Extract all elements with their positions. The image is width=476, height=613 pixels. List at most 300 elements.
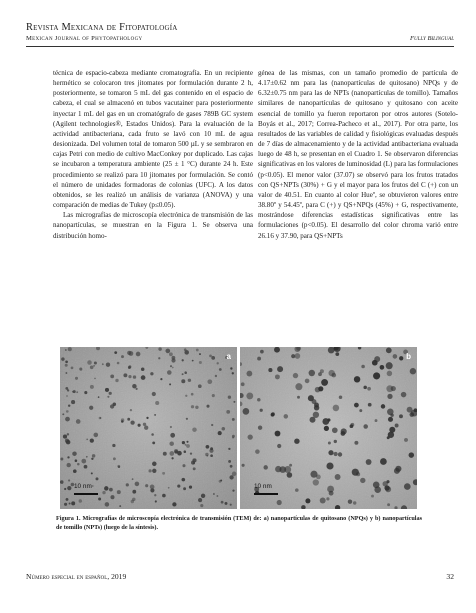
nanoparticle xyxy=(163,452,167,456)
nanoparticle xyxy=(326,497,329,500)
nanoparticle xyxy=(93,433,98,438)
nanoparticle xyxy=(388,432,394,438)
nanoparticle xyxy=(132,384,136,388)
nanoparticle xyxy=(243,408,250,415)
nanoparticle xyxy=(228,448,230,450)
nanoparticle xyxy=(295,488,299,492)
right-column xyxy=(258,68,458,241)
nanoparticle xyxy=(215,375,217,377)
nanoparticle xyxy=(63,435,67,439)
nanoparticle xyxy=(65,417,70,422)
nanoparticle xyxy=(60,458,63,461)
nanoparticle xyxy=(193,467,196,470)
nanoparticle xyxy=(183,487,186,490)
nanoparticle xyxy=(380,365,385,370)
nanoparticle xyxy=(109,392,112,395)
nanoparticle xyxy=(387,371,393,377)
nanoparticle xyxy=(225,502,228,505)
nanoparticle xyxy=(127,418,130,421)
nanoparticle xyxy=(363,424,368,429)
nanoparticle xyxy=(68,404,70,406)
nanoparticle xyxy=(293,373,298,378)
nanoparticle xyxy=(152,462,157,467)
nanoparticle xyxy=(145,484,148,487)
nanoparticle xyxy=(191,405,194,408)
nanoparticle xyxy=(394,468,400,474)
nanoparticle xyxy=(169,451,174,456)
nanoparticle xyxy=(339,396,343,400)
nanoparticle xyxy=(67,389,69,391)
nanoparticle xyxy=(184,371,187,374)
nanoparticle xyxy=(210,454,213,457)
nanoparticle xyxy=(233,401,235,403)
nanoparticle xyxy=(165,349,170,354)
nanoparticle xyxy=(170,433,175,438)
nanoparticle xyxy=(274,347,280,353)
figure-caption: Figura 1. Micrografías de microscopía electrónica de transmisión (TEM) de: a) nanopartículas de quitosano (NPQs) y b) nanopartículas de tomillo (NPTs) (luego de la síntesis). xyxy=(56,515,422,531)
nanoparticle xyxy=(198,384,202,388)
nanoparticle xyxy=(393,354,398,359)
nanoparticle xyxy=(354,376,360,382)
nanoparticle xyxy=(321,379,328,386)
nanoparticle xyxy=(75,459,78,462)
nanoparticle xyxy=(128,366,131,369)
nanoparticle xyxy=(184,450,187,453)
nanoparticle xyxy=(386,385,393,392)
nanoparticle xyxy=(104,486,108,490)
nanoparticle xyxy=(275,374,280,379)
nanoparticle xyxy=(71,501,75,505)
nanoparticle xyxy=(84,465,88,469)
nanoparticle xyxy=(316,475,321,480)
micrograph-a xyxy=(60,347,237,509)
panel-a-label: a xyxy=(226,352,231,361)
nanoparticle xyxy=(206,445,210,449)
nanoparticle xyxy=(195,406,198,409)
nanoparticle xyxy=(192,360,194,362)
nanoparticle xyxy=(200,504,203,507)
nanoparticle xyxy=(75,377,78,380)
nanoparticle xyxy=(67,433,69,435)
nanoparticle xyxy=(257,398,261,402)
nanoparticle xyxy=(168,487,170,489)
nanoparticle xyxy=(73,469,77,473)
nanoparticle xyxy=(221,501,224,504)
nanoparticle xyxy=(246,392,253,399)
nanoparticle xyxy=(98,498,101,501)
nanoparticle xyxy=(199,353,201,355)
nanoparticle xyxy=(182,373,184,375)
nanoparticle xyxy=(368,403,372,407)
nanoparticle xyxy=(255,449,260,454)
nanoparticle xyxy=(66,410,69,413)
bilingual-tag: Fully Bilingual xyxy=(409,35,454,42)
nanoparticle xyxy=(158,357,160,359)
nanoparticle xyxy=(407,407,413,413)
nanoparticle xyxy=(105,502,110,507)
nanoparticle xyxy=(354,441,358,445)
nanoparticle xyxy=(387,503,390,506)
nanoparticle xyxy=(73,390,76,393)
nanoparticle xyxy=(305,379,310,384)
nanoparticle xyxy=(361,365,365,369)
nanoparticle xyxy=(119,505,121,507)
nanoparticle xyxy=(318,372,322,376)
nanoparticle xyxy=(322,418,329,425)
nanoparticle xyxy=(150,372,153,375)
nanoparticle xyxy=(167,370,172,375)
nanoparticle xyxy=(84,391,87,394)
nanoparticle xyxy=(209,449,213,453)
nanoparticle xyxy=(309,370,315,376)
nanoparticle xyxy=(188,379,191,382)
header-rule xyxy=(26,46,454,47)
nanoparticle xyxy=(257,357,261,361)
nanoparticle xyxy=(232,437,234,439)
nanoparticle xyxy=(246,371,252,377)
nanoparticle xyxy=(232,472,237,477)
nanoparticle xyxy=(356,472,360,476)
nanoparticle xyxy=(68,479,70,481)
nanoparticle xyxy=(67,463,71,467)
nanoparticle xyxy=(109,488,113,492)
nanoparticle xyxy=(409,452,415,458)
nanoparticle xyxy=(154,494,156,496)
nanoparticle xyxy=(93,365,95,367)
nanoparticle xyxy=(313,412,319,418)
scale-bar-b-label: 10 nm xyxy=(254,483,272,490)
nanoparticle xyxy=(184,350,189,355)
running-header xyxy=(26,22,454,43)
nanoparticle xyxy=(132,478,134,480)
nanoparticle xyxy=(90,438,94,442)
nanoparticle xyxy=(375,419,378,422)
nanoparticle xyxy=(404,438,408,442)
nanoparticle xyxy=(69,503,71,505)
nanoparticle xyxy=(79,368,82,371)
nanoparticle xyxy=(271,413,275,417)
nanoparticle xyxy=(117,465,120,468)
nanoparticle xyxy=(146,417,148,419)
nanoparticle xyxy=(308,395,314,401)
nanoparticle xyxy=(279,466,286,473)
nanoparticle xyxy=(366,459,372,465)
nanoparticle xyxy=(218,431,222,435)
nanoparticle xyxy=(128,375,131,378)
nanoparticle xyxy=(130,420,134,424)
nanoparticle xyxy=(335,474,341,480)
nanoparticle xyxy=(328,450,333,455)
nanoparticle xyxy=(230,367,232,369)
nanoparticle xyxy=(169,383,171,385)
nanoparticle xyxy=(86,438,88,440)
nanoparticle xyxy=(62,413,64,415)
nanoparticle xyxy=(305,498,310,503)
nanoparticle xyxy=(182,359,184,361)
nanoparticle xyxy=(205,453,208,456)
nanoparticle xyxy=(287,472,293,478)
nanoparticle xyxy=(380,458,387,465)
right-paragraph-1: génea de las mismas, con un tamaño promedio de partícula de 4.17±0.62 nm para las (nanopartículas de quitosano) NPQs y de 6.32±0.75 nm para las de NPTs (nanopartículas de tomillo). Tamaños similares de nanopartículas de quitosano y quitosano con aceite esencial de tomillo ya fueron reportaron por otros autores (Sotelo-Boyás et al., 2017; Correa-Pacheco et al., 2017). Por otra parte, los resultados de las variables de calidad y fisiológicas evaluadas después de 7 días de almacenamiento y de la actividad antibacteriana evaluada luego de 48 h, se presentan en el Cuadro 1. Se observaron diferencias significativas en los valores de luminosidad (L) para las formulaciones (p<0.05). El menor valor (37.07) se observó para los frutos tratados con QS+NPTs (30%) + G y el mayor para los frutos del C (+) con un valor de 40.51. En cuanto al color Hueº, se obtuvieron valores entre 38.80º y 54.45º, para C (+) y QS+NPQs (45%) + G, respectivamente, mostrándose diferencias estadísticas significativas entre las formulaciones (p<0.05). El desarrollo del color chroma varió entre 26.16 y 37.90, para QS+NPTs xyxy=(258,69,458,240)
nanoparticle xyxy=(333,405,340,412)
nanoparticle xyxy=(113,457,116,460)
nanoparticle xyxy=(335,352,339,356)
nanoparticle xyxy=(295,383,302,390)
nanoparticle xyxy=(410,368,416,374)
nanoparticle xyxy=(248,434,253,439)
nanoparticle xyxy=(90,366,94,370)
nanoparticle xyxy=(110,495,114,499)
nanoparticle xyxy=(230,465,233,468)
nanoparticle xyxy=(371,495,374,498)
nanoparticle xyxy=(71,400,75,404)
nanoparticle xyxy=(295,353,301,359)
nanoparticle xyxy=(91,458,93,460)
page-number: 32 xyxy=(446,572,454,581)
nanoparticle xyxy=(89,406,93,410)
nanoparticle xyxy=(152,392,156,396)
nanoparticle xyxy=(228,460,231,463)
nanoparticle xyxy=(182,441,185,444)
scale-bar-a-label: 10 nm xyxy=(74,483,92,490)
nanoparticle xyxy=(334,440,337,443)
nanoparticle xyxy=(172,502,176,506)
nanoparticle xyxy=(388,417,393,422)
nanoparticle xyxy=(338,452,342,456)
nanoparticle xyxy=(229,475,233,479)
nanoparticle xyxy=(217,362,219,364)
nanoparticle xyxy=(67,486,71,490)
nanoparticle xyxy=(110,375,114,379)
nanoparticle xyxy=(260,350,264,354)
nanoparticle xyxy=(65,364,68,367)
nanoparticle xyxy=(130,409,132,411)
nanoparticle xyxy=(133,375,136,378)
nanoparticle xyxy=(66,498,69,501)
nanoparticle xyxy=(326,462,333,469)
nanoparticle xyxy=(329,491,334,496)
journal-subtitle: Mexican Journal of Phytopathology xyxy=(26,35,143,42)
nanoparticle xyxy=(76,391,78,393)
nanoparticle xyxy=(387,409,394,416)
nanoparticle xyxy=(155,500,157,502)
nanoparticle xyxy=(350,424,354,428)
nanoparticle xyxy=(185,444,187,446)
nanoparticle xyxy=(242,464,245,467)
nanoparticle xyxy=(373,372,380,379)
nanoparticle xyxy=(386,348,392,354)
nanoparticle xyxy=(192,427,197,432)
nanoparticle xyxy=(399,414,403,418)
nanoparticle xyxy=(181,379,185,383)
left-paragraph-2: Las micrografías de microscopía electrónica de transmisión de las nanopartículas, se muestran en la Figura 1. Se observa una distribución homo- xyxy=(53,211,253,240)
nanoparticle xyxy=(152,441,155,444)
nanoparticle xyxy=(61,357,64,360)
nanoparticle xyxy=(191,393,194,396)
nanoparticle xyxy=(328,442,331,445)
nanoparticle xyxy=(170,365,172,367)
nanoparticle xyxy=(71,367,74,370)
nanoparticle xyxy=(105,388,109,392)
nanoparticle xyxy=(348,499,352,503)
nanoparticle xyxy=(359,409,362,412)
nanoparticle xyxy=(186,441,188,443)
nanoparticle xyxy=(360,478,365,483)
nanoparticle xyxy=(207,379,212,384)
nanoparticle xyxy=(123,373,127,377)
nanoparticle xyxy=(64,503,67,506)
nanoparticle xyxy=(328,347,335,353)
nanoparticle xyxy=(177,485,180,488)
nanoparticle xyxy=(106,363,110,367)
nanoparticle xyxy=(169,441,174,446)
nanoparticle xyxy=(152,469,156,473)
nanoparticle xyxy=(162,472,165,475)
nanoparticle xyxy=(160,378,162,380)
nanoparticle xyxy=(260,409,263,412)
nanoparticle xyxy=(199,361,202,364)
nanoparticle xyxy=(275,431,281,437)
nanoparticle xyxy=(219,368,222,371)
nanoparticle xyxy=(77,463,80,466)
nanoparticle xyxy=(65,349,67,351)
nanoparticle xyxy=(241,382,245,386)
nanoparticle xyxy=(138,424,141,427)
nanoparticle xyxy=(232,372,234,374)
nanoparticle xyxy=(209,355,212,358)
panel-b-label: b xyxy=(406,352,411,361)
nanoparticle xyxy=(182,464,185,467)
nanoparticle xyxy=(94,362,97,365)
nanoparticle xyxy=(367,387,371,391)
nanoparticle xyxy=(132,490,136,494)
nanoparticle xyxy=(401,392,407,398)
nanoparticle xyxy=(182,478,186,482)
nanoparticle xyxy=(341,428,347,434)
nanoparticle xyxy=(353,501,356,504)
nanoparticle xyxy=(169,352,173,356)
nanoparticle xyxy=(310,417,316,423)
nanoparticle xyxy=(158,347,161,350)
nanoparticle xyxy=(328,370,334,376)
nanoparticle xyxy=(198,498,202,502)
nanoparticle xyxy=(90,385,94,389)
nanoparticle xyxy=(216,495,218,497)
nanoparticle xyxy=(135,388,137,390)
nanoparticle xyxy=(155,401,159,405)
nanoparticle xyxy=(172,356,176,360)
nanoparticle xyxy=(65,372,67,374)
nanoparticle xyxy=(196,349,199,352)
nanoparticle xyxy=(162,494,166,498)
nanoparticle xyxy=(115,379,118,382)
nanoparticle xyxy=(96,477,99,480)
left-column xyxy=(53,68,253,241)
nanoparticle xyxy=(314,403,319,408)
nanoparticle xyxy=(226,410,230,414)
nanoparticle xyxy=(189,486,192,489)
nanoparticle xyxy=(143,423,146,426)
nanoparticle xyxy=(318,386,323,391)
nanoparticle xyxy=(79,499,82,502)
nanoparticle xyxy=(268,368,272,372)
nanoparticle xyxy=(324,426,329,431)
nanoparticle xyxy=(102,363,104,365)
nanoparticle xyxy=(141,367,145,371)
nanoparticle xyxy=(381,404,385,408)
journal-title: Revista Mexicana de Fitopatología xyxy=(26,22,178,33)
nanoparticle xyxy=(102,491,105,494)
nanoparticle xyxy=(98,396,100,398)
nanoparticle xyxy=(121,418,124,421)
nanoparticle xyxy=(81,459,86,464)
nanoparticle xyxy=(72,451,77,456)
nanoparticle xyxy=(65,439,69,443)
nanoparticle xyxy=(387,394,392,399)
nanoparticle xyxy=(114,351,117,354)
nanoparticle xyxy=(277,366,283,372)
nanoparticle xyxy=(228,396,231,399)
nanoparticle xyxy=(363,386,367,390)
nanoparticle xyxy=(384,485,389,490)
nanoparticle xyxy=(154,414,156,416)
nanoparticle xyxy=(332,427,338,433)
nanoparticle xyxy=(94,378,96,380)
nanoparticle xyxy=(186,418,188,420)
nanoparticle xyxy=(127,351,131,355)
nanoparticle xyxy=(86,456,88,458)
nanoparticle xyxy=(206,405,209,408)
nanoparticle xyxy=(289,464,292,467)
nanoparticle xyxy=(193,462,195,464)
nanoparticle xyxy=(150,488,154,492)
nanoparticle xyxy=(135,482,140,487)
nanoparticle xyxy=(76,419,81,424)
nanoparticle xyxy=(67,456,69,458)
left-paragraph-1: técnica de espacio-cabeza mediante cromatografía. En un recipiente hermético se colocaron tres jitomates por formulación durante 2 h, posteriormente, se tomaron 5 mL del gas contenido en el espacio de cabeza, el cual se almacenó en tubos vacutainer para posteriormente inyectar 1 mL del gas en un cromatógrafo de gases 789B GC system (Agilent technologies®, Estados Unidos). Para la evaluación de la actividad antibacteriana, cada fruto se lavó con 10 mL de agua desionizada. Del volumen total de tomaron 500 µL y se sembraron en cajas Petri con medio de cultivo MacConkey por duplicado. Las cajas se incubaron a temperatura ambiente (25 ± 1 °C) durante 24 h. Este procedimiento se realizó para 10 jitomates por formulación. Se contó el número de unidades formadoras de colonias (UFC). A los datos obtenidos, se les realizó un análisis de varianza (ANOVA) y una comparación de medias de Tukey (p≤0.05). xyxy=(53,69,253,210)
nanoparticle xyxy=(212,394,215,397)
nanoparticle xyxy=(64,488,66,490)
nanoparticle xyxy=(232,418,235,421)
nanoparticle xyxy=(201,494,205,498)
nanoparticle xyxy=(170,426,172,428)
nanoparticle xyxy=(60,480,64,484)
nanoparticle xyxy=(185,395,187,397)
nanoparticle xyxy=(177,451,182,456)
nanoparticle xyxy=(222,427,226,431)
nanoparticle xyxy=(404,483,411,490)
nanoparticle xyxy=(190,452,192,454)
nanoparticle xyxy=(171,457,173,459)
nanoparticle xyxy=(186,444,190,448)
nanoparticle xyxy=(219,480,222,483)
nanoparticle xyxy=(66,395,68,397)
nanoparticle xyxy=(232,489,234,491)
nanoparticle xyxy=(136,352,141,357)
nanoparticle xyxy=(374,486,381,493)
nanoparticle xyxy=(131,500,134,503)
nanoparticle xyxy=(211,356,215,360)
nanoparticle xyxy=(141,375,146,380)
nanoparticle xyxy=(68,347,72,351)
nanoparticle xyxy=(395,424,399,428)
nanoparticle xyxy=(121,355,124,358)
nanoparticle xyxy=(91,472,93,474)
nanoparticle xyxy=(107,396,109,398)
nanoparticle xyxy=(213,493,215,495)
nanoparticle xyxy=(334,452,338,456)
nanoparticle xyxy=(126,483,129,486)
